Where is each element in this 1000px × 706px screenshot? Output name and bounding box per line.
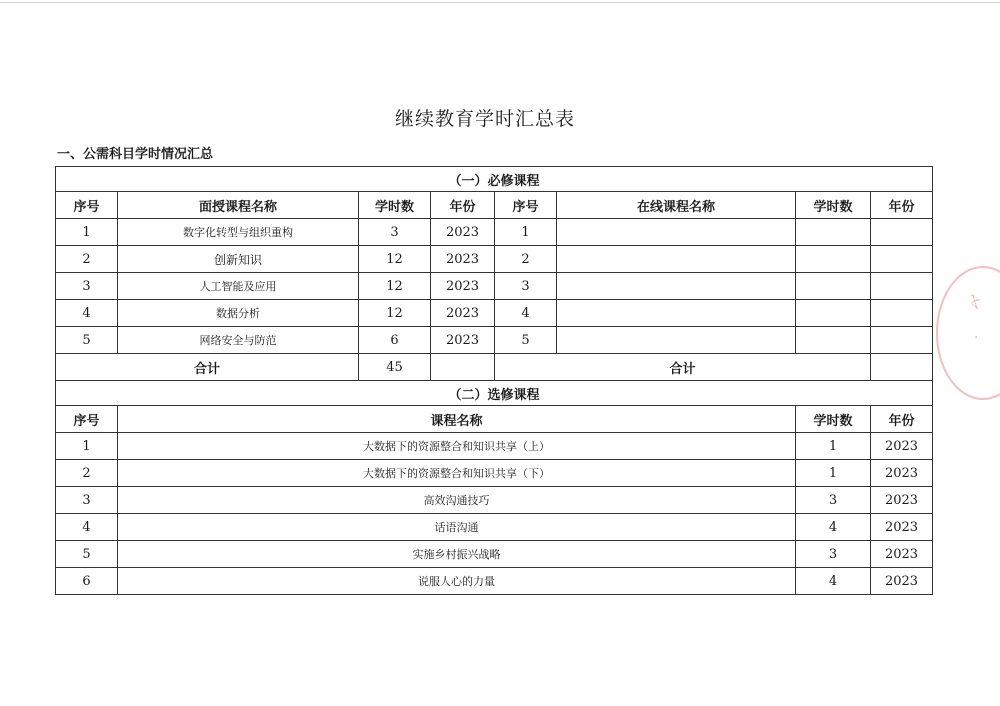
row-seq: 4 <box>56 514 118 541</box>
row-online-hours <box>796 300 871 327</box>
row-seq: 5 <box>56 327 118 354</box>
header-face-course-name: 面授课程名称 <box>118 192 359 219</box>
row-year: 2023 <box>431 219 495 246</box>
seal-stamp: 〆 · <box>936 266 1000 400</box>
elective-header-hours: 学时数 <box>796 406 871 433</box>
document-title: 继续教育学时汇总表 <box>394 108 575 130</box>
table-row <box>56 246 933 273</box>
online-total-year <box>871 354 933 381</box>
row-year: 2023 <box>431 246 495 273</box>
elective-section-label: （二）选修课程 <box>56 381 933 406</box>
row-online-hours <box>796 327 871 354</box>
table-row <box>56 487 933 514</box>
table-row <box>56 568 933 595</box>
row-hours: 1 <box>796 460 871 487</box>
row-course-name: 大数据下的资源整合和知识共享（上） <box>118 433 796 460</box>
elective-header-year: 年份 <box>871 406 933 433</box>
row-online-course-name <box>557 327 796 354</box>
row-online-year <box>871 273 933 300</box>
row-seq: 2 <box>56 460 118 487</box>
row-seq: 4 <box>56 300 118 327</box>
header-face-year: 年份 <box>431 192 495 219</box>
row-online-year <box>871 300 933 327</box>
table-row <box>56 300 933 327</box>
row-seq: 1 <box>56 219 118 246</box>
row-hours: 3 <box>359 219 431 246</box>
row-year: 2023 <box>431 327 495 354</box>
row-hours: 12 <box>359 273 431 300</box>
row-course-name: 创新知识 <box>118 246 359 273</box>
row-online-year <box>871 246 933 273</box>
row-course-name: 实施乡村振兴战略 <box>118 541 796 568</box>
row-seq: 1 <box>56 433 118 460</box>
table-row <box>56 460 933 487</box>
total-row <box>56 354 933 381</box>
table-row <box>56 219 933 246</box>
row-course-name: 大数据下的资源整合和知识共享（下） <box>118 460 796 487</box>
row-seq: 2 <box>56 246 118 273</box>
header-seq: 序号 <box>56 192 118 219</box>
total-hours: 45 <box>359 354 431 381</box>
row-year: 2023 <box>871 541 933 568</box>
row-seq: 3 <box>56 487 118 514</box>
row-online-hours <box>796 246 871 273</box>
row-online-seq: 4 <box>495 300 557 327</box>
row-online-seq: 5 <box>495 327 557 354</box>
row-course-name: 话语沟通 <box>118 514 796 541</box>
row-course-name: 网络安全与防范 <box>118 327 359 354</box>
table-row <box>56 541 933 568</box>
row-year: 2023 <box>871 460 933 487</box>
row-year: 2023 <box>871 433 933 460</box>
elective-header-course-name: 课程名称 <box>118 406 796 433</box>
row-year: 2023 <box>431 300 495 327</box>
header-online-seq: 序号 <box>495 192 557 219</box>
row-hours: 6 <box>359 327 431 354</box>
row-seq: 5 <box>56 541 118 568</box>
header-face-hours: 学时数 <box>359 192 431 219</box>
page-top-edge <box>0 2 1000 3</box>
row-year: 2023 <box>871 514 933 541</box>
row-online-course-name <box>557 246 796 273</box>
row-hours: 3 <box>796 541 871 568</box>
required-section-label: （一）必修课程 <box>56 167 933 192</box>
row-year: 2023 <box>871 568 933 595</box>
row-online-hours <box>796 273 871 300</box>
header-online-year: 年份 <box>871 192 933 219</box>
required-section-row <box>56 167 933 192</box>
row-year: 2023 <box>871 487 933 514</box>
row-hours: 4 <box>796 514 871 541</box>
row-hours: 1 <box>796 433 871 460</box>
row-seq: 6 <box>56 568 118 595</box>
row-course-name: 高效沟通技巧 <box>118 487 796 514</box>
row-online-seq: 2 <box>495 246 557 273</box>
header-online-course-name: 在线课程名称 <box>557 192 796 219</box>
elective-header-row <box>56 406 933 433</box>
row-course-name: 说服人心的力量 <box>118 568 796 595</box>
required-header-row <box>56 192 933 219</box>
row-hours: 12 <box>359 300 431 327</box>
total-year <box>431 354 495 381</box>
row-seq: 3 <box>56 273 118 300</box>
row-online-course-name <box>557 273 796 300</box>
row-online-course-name <box>557 300 796 327</box>
hours-summary-table <box>55 166 933 595</box>
row-hours: 3 <box>796 487 871 514</box>
elective-header-seq: 序号 <box>56 406 118 433</box>
table-row <box>56 273 933 300</box>
table-row <box>56 433 933 460</box>
table-row <box>56 327 933 354</box>
section-title: 一、公需科目学时情况汇总 <box>57 147 214 162</box>
header-online-hours: 学时数 <box>796 192 871 219</box>
row-online-seq: 1 <box>495 219 557 246</box>
row-hours: 4 <box>796 568 871 595</box>
row-online-seq: 3 <box>495 273 557 300</box>
row-online-year <box>871 327 933 354</box>
row-hours: 12 <box>359 246 431 273</box>
row-course-name: 数据分析 <box>118 300 359 327</box>
online-total-label: 合计 <box>495 354 871 381</box>
row-online-year <box>871 219 933 246</box>
table-row <box>56 514 933 541</box>
row-year: 2023 <box>431 273 495 300</box>
row-course-name: 人工智能及应用 <box>118 273 359 300</box>
total-label: 合计 <box>56 354 359 381</box>
row-online-hours <box>796 219 871 246</box>
row-course-name: 数字化转型与组织重构 <box>118 219 359 246</box>
row-online-course-name <box>557 219 796 246</box>
elective-section-row <box>56 381 933 406</box>
